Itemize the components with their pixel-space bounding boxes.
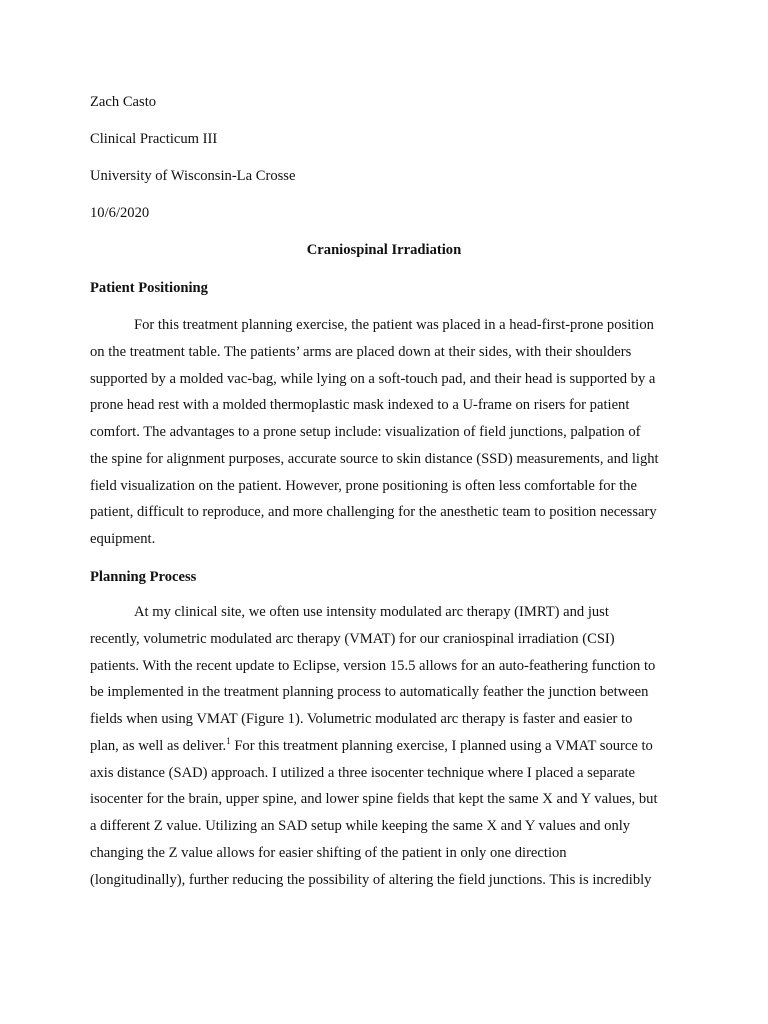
section-heading-planning-process: Planning Process — [90, 569, 197, 585]
footnote-reference[interactable]: 1 — [226, 735, 231, 746]
paragraph-line: recently, volumetric modulated arc therapy (VMAT) for our craniospinal irradiation (CSI) — [90, 630, 615, 647]
paragraph-line: field visualization on the patient. However, prone positioning is often less comfortable for the — [90, 477, 637, 494]
paragraph-line: fields when using VMAT (Figure 1). Volumetric modulated arc therapy is faster and easier to — [90, 711, 633, 727]
paragraph-line: changing the Z value allows for easier shifting of the patient in only one direction — [90, 844, 567, 861]
author-name: Zach Casto — [90, 94, 157, 110]
paragraph-patient-positioning — [90, 312, 678, 553]
paragraph-line: be implemented in the treatment planning process to automatically feather the junction between — [90, 684, 649, 701]
document-title: Craniospinal Irradiation — [306, 242, 462, 258]
paragraph-line: the spine for alignment purposes, accurate source to skin distance (SSD) measurements, and light — [90, 450, 659, 467]
line-text: For this treatment planning exercise, I planned using a VMAT source to — [230, 737, 653, 754]
paragraph-line: supported by a molded vac-bag, while lying on a soft-touch pad, and their head is supported by a — [90, 370, 656, 387]
paragraph-line: At my clinical site, we often use intensity modulated arc therapy (IMRT) and just — [134, 604, 609, 620]
paragraph-line: For this treatment planning exercise, the patient was placed in a head-first-prone position — [134, 317, 654, 333]
section-heading-patient-positioning: Patient Positioning — [90, 280, 208, 296]
institution-name: University of Wisconsin-La Crosse — [90, 168, 296, 184]
document-date: 10/6/2020 — [90, 205, 150, 221]
paragraph-line: prone head rest with a molded thermoplastic mask indexed to a U-frame on risers for patient — [90, 397, 630, 414]
course-name: Clinical Practicum III — [90, 131, 218, 147]
paragraph-line-with-footnote — [90, 733, 678, 760]
paragraph-line: patient, difficult to reproduce, and more challenging for the anesthetic team to position necessary — [90, 504, 657, 521]
line-text: plan, as well as deliver. — [90, 737, 227, 754]
paragraph-line: patients. With the recent update to Eclipse, version 15.5 allows for an auto-feathering function to — [90, 657, 656, 674]
paragraph-line: isocenter for the brain, upper spine, and lower spine fields that kept the same X and Y values, but — [90, 791, 658, 808]
paragraph-line: axis distance (SAD) approach. I utilized a three isocenter technique where I placed a separate — [90, 764, 635, 781]
paragraph-line: (longitudinally), further reducing the possibility of altering the field junctions. This is incredibly — [90, 871, 652, 888]
paragraph-line: on the treatment table. The patients’ arms are placed down at their sides, with their shoulders — [90, 343, 632, 360]
paragraph-planning-process — [90, 599, 678, 893]
paragraph-line: equipment. — [90, 531, 156, 547]
paragraph-line: comfort. The advantages to a prone setup include: visualization of field junctions, palpation of — [90, 424, 641, 440]
paragraph-line: a different Z value. Utilizing an SAD setup while keeping the same X and Y values and only — [90, 818, 631, 834]
